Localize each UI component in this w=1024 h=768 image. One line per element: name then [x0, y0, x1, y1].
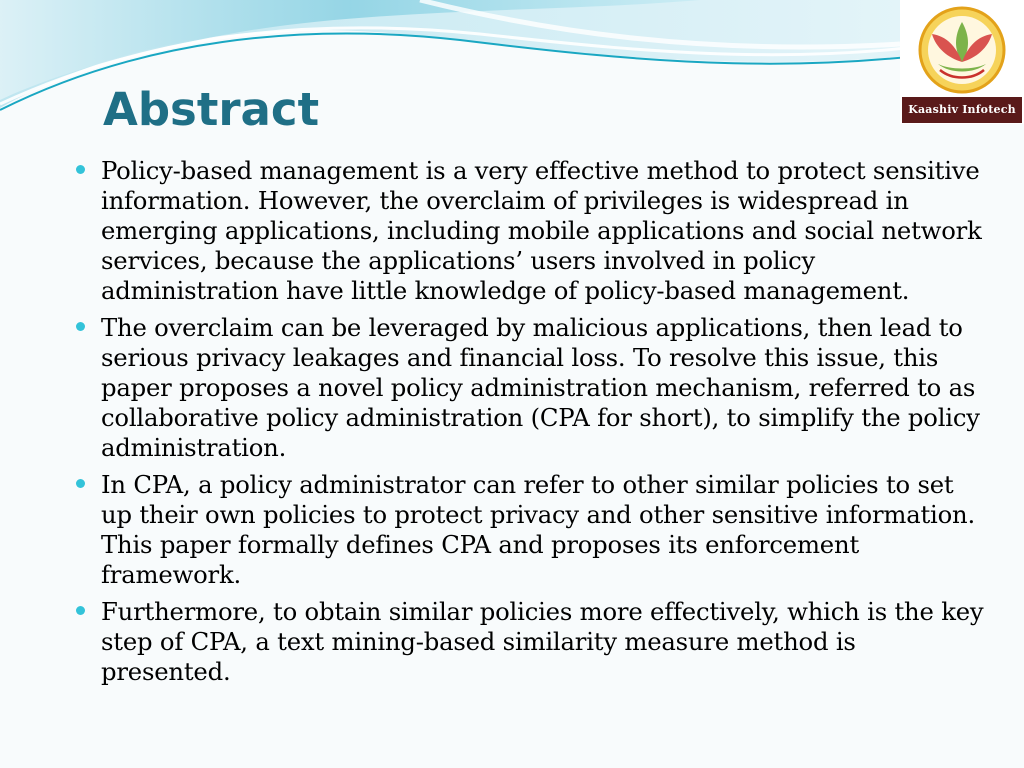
- list-item: [70, 597, 990, 687]
- company-logo: [900, 0, 1024, 124]
- bullet-text: In CPA, a policy administrator can refer to other similar policies to set up their own policies to protect privacy and other sensitive information. This paper formally defines CPA and proposes its enforcement framework.: [101, 470, 976, 589]
- bullet-dot-icon: [76, 165, 85, 174]
- logo-banner: Kaashiv Infotech: [902, 97, 1022, 123]
- lotus-emblem-icon: [900, 0, 1024, 96]
- bullet-text: Furthermore, to obtain similar policies more effectively, which is the key step of CPA, a text mining-based similarity measure method is presented.: [101, 597, 984, 686]
- bullet-text: The overclaim can be leveraged by malicious applications, then lead to serious privacy leakages and financial loss. To resolve this issue, this paper proposes a novel policy administration mechanism, referred to as collaborative policy administration (CPA for short), to simplify the policy administration.: [101, 313, 980, 462]
- list-item: [70, 313, 990, 463]
- bullet-list: [70, 156, 990, 694]
- slide-title: Abstract: [103, 83, 320, 136]
- list-item: [70, 470, 990, 590]
- bullet-text: Policy-based management is a very effective method to protect sensitive information. However, the overclaim of privileges is widespread in emerging applications, including mobile applications and social network services, because the applications’ users involved in policy administration have little knowledge of policy-based management.: [101, 156, 982, 305]
- list-item: [70, 156, 990, 306]
- bullet-dot-icon: [76, 479, 85, 488]
- bullet-dot-icon: [76, 322, 85, 331]
- bullet-dot-icon: [76, 606, 85, 615]
